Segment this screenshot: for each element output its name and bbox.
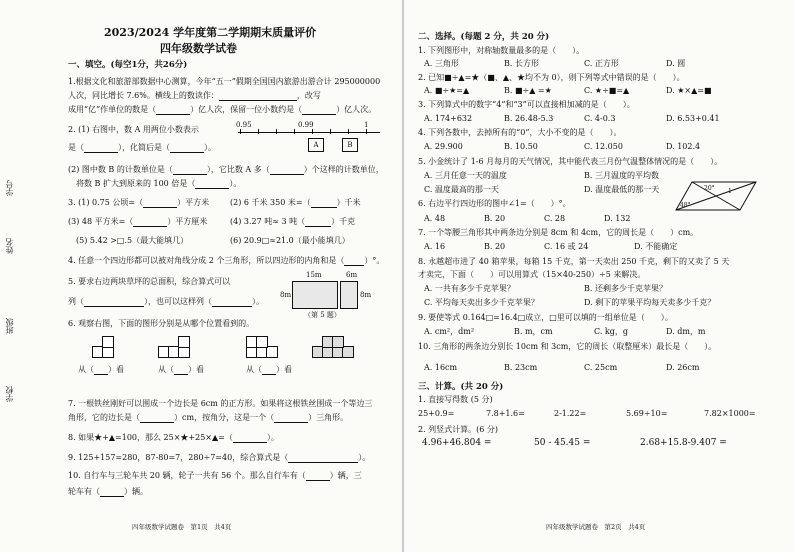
choice-1-a: A. 三角形: [424, 59, 459, 68]
q3-line1: 3. (1) 0.75 公顷=（ ）平方米: [68, 198, 210, 207]
choice-4-d: D. 102.4: [666, 142, 701, 151]
q2-part2-line1: (2) 图中数 B 的计数单位是（ ），它比数 A 多（ ）个这样的计数单位，: [68, 165, 384, 174]
q3-line2: (3) 48 平方米=（ ）平方厘米: [68, 217, 208, 226]
q4: 4. 任意一个四边形都可以被对角线分成 2 个三角形，所以四边形的内角和是（ ）°。: [68, 256, 385, 265]
choice-4-c: C. 12.050: [584, 142, 623, 151]
choice-4-b: B. 10.50: [504, 142, 538, 151]
number-line-label-0.95: 0.95: [236, 121, 252, 129]
q3-line2-right: (4) 3.27 吨≈ 3 吨（ ）千克: [230, 217, 356, 226]
q2-part2-line2: 将数 B 扩大到原来的 100 倍是（ ）。: [76, 179, 242, 188]
q9: 9. 125+157=280，87-80=7，280÷7=40，综合算式是（ ）。: [68, 453, 371, 462]
choice-9-d: D. dm，m: [666, 327, 706, 336]
choice-3-d: D. 6.53+0.41: [666, 114, 720, 123]
choice-2-d: D. ★×▲=■: [666, 86, 712, 95]
calc-1-item-5: 7.82×1000=: [704, 409, 756, 418]
choice-2-b: B. ■÷▲ =★: [504, 86, 552, 95]
choice-9-a: A. cm²，dm²: [424, 327, 475, 336]
choice-4-a: A. 29.900: [424, 142, 463, 151]
parallelogram-label-48: 48°: [680, 202, 691, 209]
choice-8-b: B. 还剩多少千克苹果？: [584, 284, 667, 293]
choice-9: 9. 要使等式 0.164□=16.4□成立，□里可以填的一组单位是（ ）。: [418, 313, 673, 322]
choice-2-a: A. ■÷★=▲: [424, 86, 470, 95]
choice-7-c: C. 16 或 24: [544, 242, 589, 251]
choice-1-c: C. 正方形: [584, 59, 619, 68]
choice-2: 2. 已知■÷▲=★（■、▲、★均不为 0），则下列等式中错误的是（ ）。: [418, 73, 685, 82]
number-line-label-0.99: 0.99: [298, 121, 314, 129]
number-line-box-a: A: [308, 138, 324, 152]
calc-1-heading: 1. 直接写得数 (5 分): [418, 395, 493, 404]
section-1-heading: 一、填空。(每空1分，共26分): [68, 60, 188, 70]
view-caption-2: 从（ ）看: [158, 365, 204, 374]
q3-line3-right: (6) 20.9□≈21.0（最小能填几）: [230, 236, 350, 245]
calc-1-item-3: 2-1.22=: [554, 409, 587, 418]
side-label-number: 学号: [5, 180, 14, 196]
choice-2-c: C. ★÷■=▲: [584, 86, 630, 95]
lawn-rect-large: [292, 281, 338, 309]
choice-8-c: C. 平均每天卖出多少千克苹果？: [424, 298, 539, 307]
choice-5-a: A. 三月任意一天的温度: [424, 171, 507, 180]
choice-7: 7. 一个等腰三角形其中两条边分别是 8cm 和 4cm，它的周长是（ ）cm。: [418, 228, 699, 237]
view-caption-3: 从（ ）看: [246, 365, 292, 374]
lawn-label-15m: 15m: [306, 271, 322, 279]
section-2-heading: 二、选择。(每题 2 分，共 20 分): [418, 32, 550, 42]
q10-line2: 轮车有（ ）辆。: [68, 487, 148, 496]
q5-line1: 5. 要求右边两块草坪的总面积，综合算式可以: [68, 277, 231, 286]
lawn-label-8m-right: 8m: [360, 291, 372, 299]
calc-2-item-1: 4.96+46.804 =: [422, 438, 492, 448]
choice-6-b: B. 20: [484, 214, 506, 223]
calc-2-item-3: 2.68+15.8-9.407 =: [640, 438, 727, 448]
choice-10: 10. 三角形的两条边分别长 10cm 和 3cm，它的周长（取整厘米）最长是（ ）。: [418, 342, 717, 351]
lawn-label-6m: 6m: [346, 271, 358, 279]
choice-3-b: B. 26.48-5.3: [504, 114, 554, 123]
choice-1-b: B. 长方形: [504, 59, 539, 68]
choice-3: 3. 下列算式中的数字“4”和“3”可以直接相加减的是（ ）。: [418, 100, 635, 109]
choice-10-d: D. 26cm: [666, 363, 700, 372]
choice-6-a: A. 48: [424, 214, 446, 223]
choice-7-d: D. 不能确定: [634, 242, 678, 251]
q7-line2: 角形，它的边长是（ ）cm，按角分，这是一个（ ）三角形。: [68, 413, 349, 422]
q1-line2: 人次，同比增长 7.6%。横线上的数读作： ，改写: [68, 91, 321, 100]
calc-2-item-2: 50 - 45.45 =: [534, 438, 591, 448]
q3-line3: (5) 5.42 >□.5（最大能填几）: [76, 236, 189, 245]
calc-1-item-4: 5.69÷10=: [626, 409, 668, 418]
section-3-heading: 三、计算。(共 20 分): [418, 382, 504, 392]
choice-8-a: A. 一共有多少千克苹果？: [424, 284, 515, 293]
choice-1-d: D. 圆: [666, 59, 686, 68]
choice-9-b: B. m，cm: [514, 327, 553, 336]
choice-6-c: C. 28: [544, 214, 566, 223]
view-caption-1: 从（ ）看: [78, 365, 124, 374]
right-page-footer: 四年级数学试题卷 第2页 共4页: [546, 523, 646, 531]
q1-line1: 1.根据文化和旅游部数据中心测算，今年“五一”假期全国国内旅游出游合计 295000000: [68, 77, 381, 86]
exam-title-line2: 四年级数学试卷: [160, 42, 237, 55]
side-label-name: 姓名: [5, 238, 14, 254]
q1-line3: 成用“亿”作单位的数是（ ）亿人次，保留一位小数约是（ ）亿人次。: [68, 105, 377, 114]
exam-title-line1: 2023/2024 学年度第二学期期末质量评价: [104, 26, 317, 39]
choice-1: 1. 下列图形中，对称轴数量最多的是（ ）。: [418, 46, 585, 55]
choice-10-a: A. 16cm: [424, 363, 458, 372]
q7-line1: 7. 一根铁丝刚好可以围成一个边长是 6cm 的正方形。如果将这根铁丝围成一个等边三: [68, 399, 373, 408]
lawn-rect-small: [340, 281, 358, 309]
choice-5-b: B. 三月温度的平均数: [584, 171, 659, 180]
choice-8-line1: 8. 永越超市进了 40 箱苹果，每箱 15 千克，第一天卖出 250 千克，剩下的又卖了 5 天: [418, 257, 730, 266]
choice-8-d: D. 剩下的苹果平均每天卖多少千克？: [584, 298, 716, 307]
lawn-caption: （第 5 题）: [304, 311, 341, 319]
choice-6: 6. 右边平行四边形的图中∠1=（ ）°。: [418, 199, 571, 208]
choice-10-c: C. 25cm: [584, 363, 618, 372]
choice-7-b: B. 20: [484, 242, 506, 251]
lawn-label-8m-left: 8m: [280, 291, 292, 299]
parallelogram-label-1: 1: [728, 188, 732, 195]
choice-9-c: C. kg，g: [594, 327, 629, 336]
q2-line1: 2. (1) 右图中，数 A 用两位小数表示: [68, 125, 199, 134]
q3-line1-right: (2) 6 千米 350 米=（ ）千米: [230, 198, 361, 207]
number-line-box-b: B: [342, 138, 358, 152]
q2-line2: 是（ ），化简后是（ ）。: [68, 143, 216, 152]
parallelogram-label-20: 20°: [704, 185, 715, 192]
choice-7-a: A. 16: [424, 242, 446, 251]
side-label-school: 学校: [5, 386, 14, 402]
choice-3-c: C. 4-0.3: [584, 114, 616, 123]
choice-10-b: B. 23cm: [504, 363, 538, 372]
calc-1-item-2: 7.8+1.6=: [486, 409, 525, 418]
q10-line1: 10. 自行车与三轮车共 20 辆，轮子一共有 56 个。那么自行车有（ ）辆，三: [68, 471, 362, 480]
choice-5-d: D. 温度最低的那一天: [584, 185, 660, 194]
choice-5: 5. 小金统计了 1-6 月每月的天气情况，其中能代表三月份气温整体情况的是（ ）。: [418, 157, 723, 166]
choice-8-line2: 才卖完，下面（ ）可以用算式（15×40-250）÷5 来解决。: [418, 270, 646, 279]
q5-line2: 列（ ），也可以这样列（ ）。: [68, 297, 264, 306]
calc-2-heading: 2. 列竖式计算。(6 分): [418, 425, 499, 434]
number-line-label-1: 1: [364, 121, 369, 129]
choice-3-a: A. 174+632: [424, 114, 473, 123]
left-page-footer: 四年级数学试题卷 第1页 共4页: [132, 523, 232, 531]
calc-1-item-1: 25+0.9=: [418, 409, 455, 418]
choice-6-d: D. 132: [604, 214, 631, 223]
right-page: [404, 0, 794, 552]
q6: 6. 观察右图，下面的图形分别是从哪个位置看到的。: [68, 319, 255, 328]
choice-4: 4. 下列各数中，去掉所有的“0”，大小不变的是（ ）。: [418, 128, 622, 137]
q8: 8. 如果★+▲=100，那么 25×★+25×▲=（ ）。: [68, 433, 279, 442]
side-label-class: 班级: [5, 318, 14, 334]
choice-5-c: C. 温度最高的那一天: [424, 185, 499, 194]
